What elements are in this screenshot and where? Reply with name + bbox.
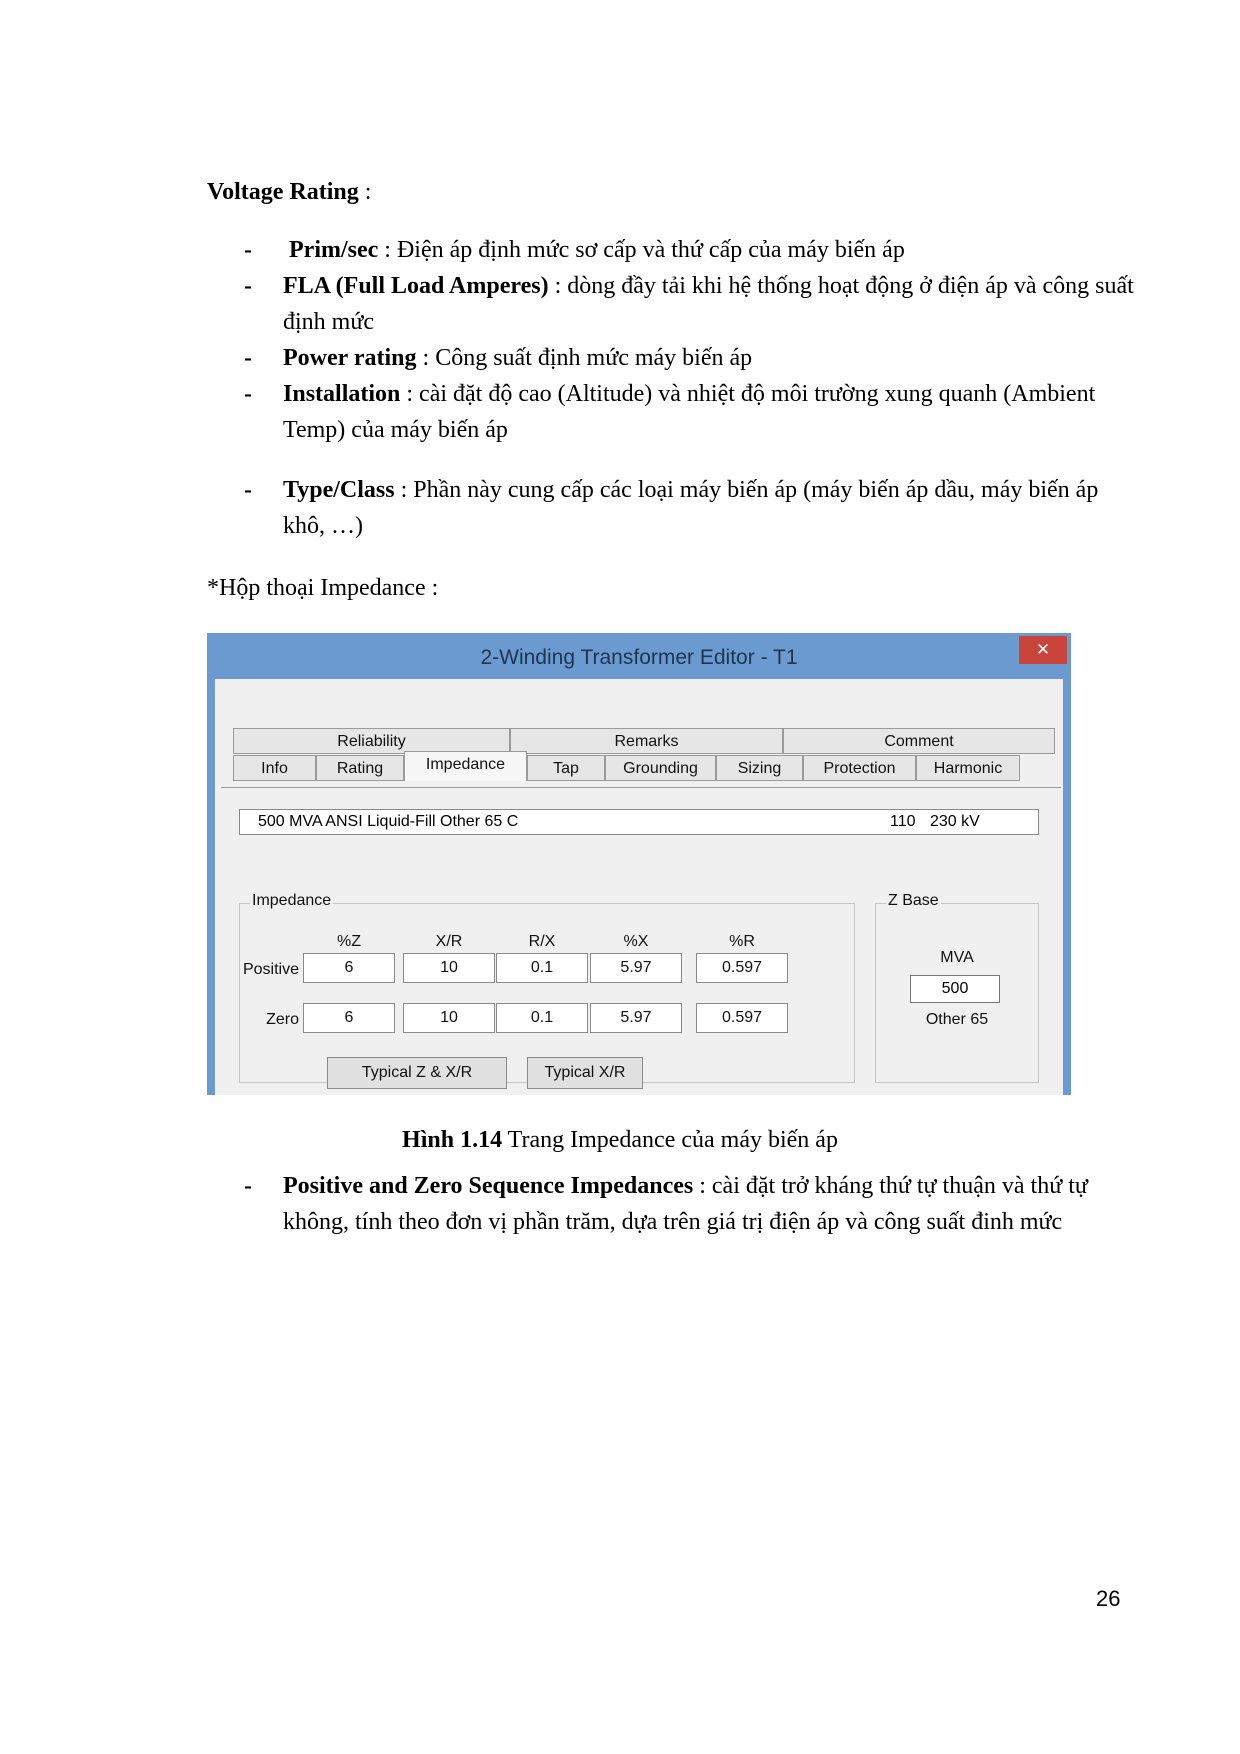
positive-x-over-r-input[interactable]: 10 bbox=[403, 953, 495, 983]
zbase-group-title: Z Base bbox=[888, 892, 939, 909]
bullet-term: Installation bbox=[283, 381, 401, 407]
bullet-term: FLA (Full Load Amperes) bbox=[283, 273, 549, 299]
bullet-dash: - bbox=[244, 237, 252, 263]
col-header-pct-z: %Z bbox=[337, 933, 361, 950]
close-icon: ✕ bbox=[1035, 640, 1051, 659]
impedance-group bbox=[239, 892, 855, 1083]
tab-reliability[interactable]: Reliability bbox=[233, 728, 510, 754]
bullet-fla bbox=[283, 268, 1138, 340]
zero-pct-x-input[interactable]: 5.97 bbox=[590, 1003, 682, 1033]
bullet-desc: : cài đặt độ cao (Altitude) và nhiệt độ môi trường xung quanh (Ambient Temp) của máy biến áp bbox=[283, 381, 1096, 443]
bullet-power-rating bbox=[283, 340, 1138, 376]
col-header-pct-r: %R bbox=[729, 933, 755, 950]
bullet-desc: : dòng đầy tải khi hệ thống hoạt động ở điện áp và công suất định mức bbox=[283, 273, 1134, 335]
col-header-pct-x: %X bbox=[623, 933, 649, 950]
zero-x-over-r-input[interactable]: 10 bbox=[403, 1003, 495, 1033]
bullet-desc: : Công suất định mức máy biến áp bbox=[416, 345, 753, 371]
bullet-sequence-impedances bbox=[283, 1168, 1138, 1240]
dialog-body bbox=[215, 679, 1063, 1095]
zbase-mva-label: MVA bbox=[940, 949, 974, 966]
bullet-term: Power rating bbox=[283, 345, 417, 371]
impedance-group-title: Impedance bbox=[252, 892, 332, 909]
tab-tap[interactable]: Tap bbox=[527, 755, 605, 781]
tab-sizing[interactable]: Sizing bbox=[716, 755, 803, 781]
zero-pct-r-input[interactable]: 0.597 bbox=[696, 1003, 788, 1033]
caption-text: Trang Impedance của máy biến áp bbox=[502, 1127, 838, 1153]
caption-label: Hình 1.14 bbox=[402, 1127, 503, 1153]
bullet-dash: - bbox=[244, 1173, 252, 1199]
positive-r-over-x-input[interactable]: 0.1 bbox=[496, 953, 588, 983]
transformer-editor-dialog bbox=[207, 633, 1071, 1095]
zero-pct-z-input[interactable]: 6 bbox=[303, 1003, 395, 1033]
bullet-type-class bbox=[283, 472, 1138, 544]
section-colon: : bbox=[358, 179, 372, 205]
section-title: Voltage Rating bbox=[207, 179, 359, 205]
col-header-r-over-x: R/X bbox=[528, 933, 556, 950]
bullet-dash: - bbox=[244, 381, 252, 407]
dialog-title: 2-Winding Transformer Editor - T1 bbox=[480, 646, 798, 669]
figure-caption bbox=[0, 1122, 1240, 1158]
section-heading bbox=[207, 174, 371, 210]
summary-rating: 500 MVA ANSI Liquid-Fill Other 65 C bbox=[258, 813, 519, 830]
tab-rating[interactable]: Rating bbox=[316, 755, 404, 781]
zbase-type-label: Other 65 bbox=[925, 1011, 989, 1028]
bullet-term: Type/Class bbox=[283, 477, 395, 503]
bullet-desc: : Điện áp định mức sơ cấp và thứ cấp của máy biến áp bbox=[378, 237, 905, 263]
bullet-desc: : cài đặt trở kháng thứ tự thuận và thứ tự không, tính theo đơn vị phần trăm, dựa trên giá trị điện áp và công suất đinh mức bbox=[283, 1173, 1088, 1235]
tab-grounding[interactable]: Grounding bbox=[605, 755, 716, 781]
positive-pct-z-input[interactable]: 6 bbox=[303, 953, 395, 983]
typical-xr-button[interactable]: Typical X/R bbox=[527, 1057, 643, 1089]
summary-secondary-kv: 230 kV bbox=[930, 813, 980, 830]
row-label-zero: Zero bbox=[266, 1011, 299, 1028]
bullet-dash: - bbox=[244, 477, 252, 503]
zero-r-over-x-input[interactable]: 0.1 bbox=[496, 1003, 588, 1033]
tab-impedance[interactable]: Impedance bbox=[404, 751, 527, 781]
summary-bar bbox=[239, 809, 1039, 835]
tab-remarks[interactable]: Remarks bbox=[510, 728, 783, 754]
bullet-desc: : Phần này cung cấp các loại máy biến áp (máy biến áp dầu, máy biến áp khô, …) bbox=[283, 477, 1099, 539]
typical-z-xr-button[interactable]: Typical Z & X/R bbox=[327, 1057, 507, 1089]
dialog-intro: *Hộp thoại Impedance : bbox=[207, 575, 439, 601]
tab-protection[interactable]: Protection bbox=[803, 755, 916, 781]
tab-harmonic[interactable]: Harmonic bbox=[916, 755, 1020, 781]
tab-info[interactable]: Info bbox=[233, 755, 316, 781]
row-label-positive: Positive bbox=[242, 961, 299, 978]
bullet-term: Prim/sec bbox=[289, 237, 379, 263]
bullet-dash: - bbox=[244, 273, 252, 299]
tab-comment[interactable]: Comment bbox=[783, 728, 1055, 754]
bullet-primsec bbox=[289, 232, 1144, 268]
page-number: 26 bbox=[1096, 1586, 1121, 1611]
positive-pct-x-input[interactable]: 5.97 bbox=[590, 953, 682, 983]
bullet-term: Positive and Zero Sequence Impedances bbox=[283, 1173, 694, 1199]
summary-primary-kv: 110 bbox=[890, 813, 916, 830]
zbase-mva-input[interactable]: 500 bbox=[910, 975, 1000, 1003]
positive-pct-r-input[interactable]: 0.597 bbox=[696, 953, 788, 983]
col-header-x-over-r: X/R bbox=[435, 933, 463, 950]
bullet-dash: - bbox=[244, 345, 252, 371]
bullet-installation bbox=[283, 376, 1138, 448]
close-button[interactable] bbox=[1019, 636, 1067, 664]
